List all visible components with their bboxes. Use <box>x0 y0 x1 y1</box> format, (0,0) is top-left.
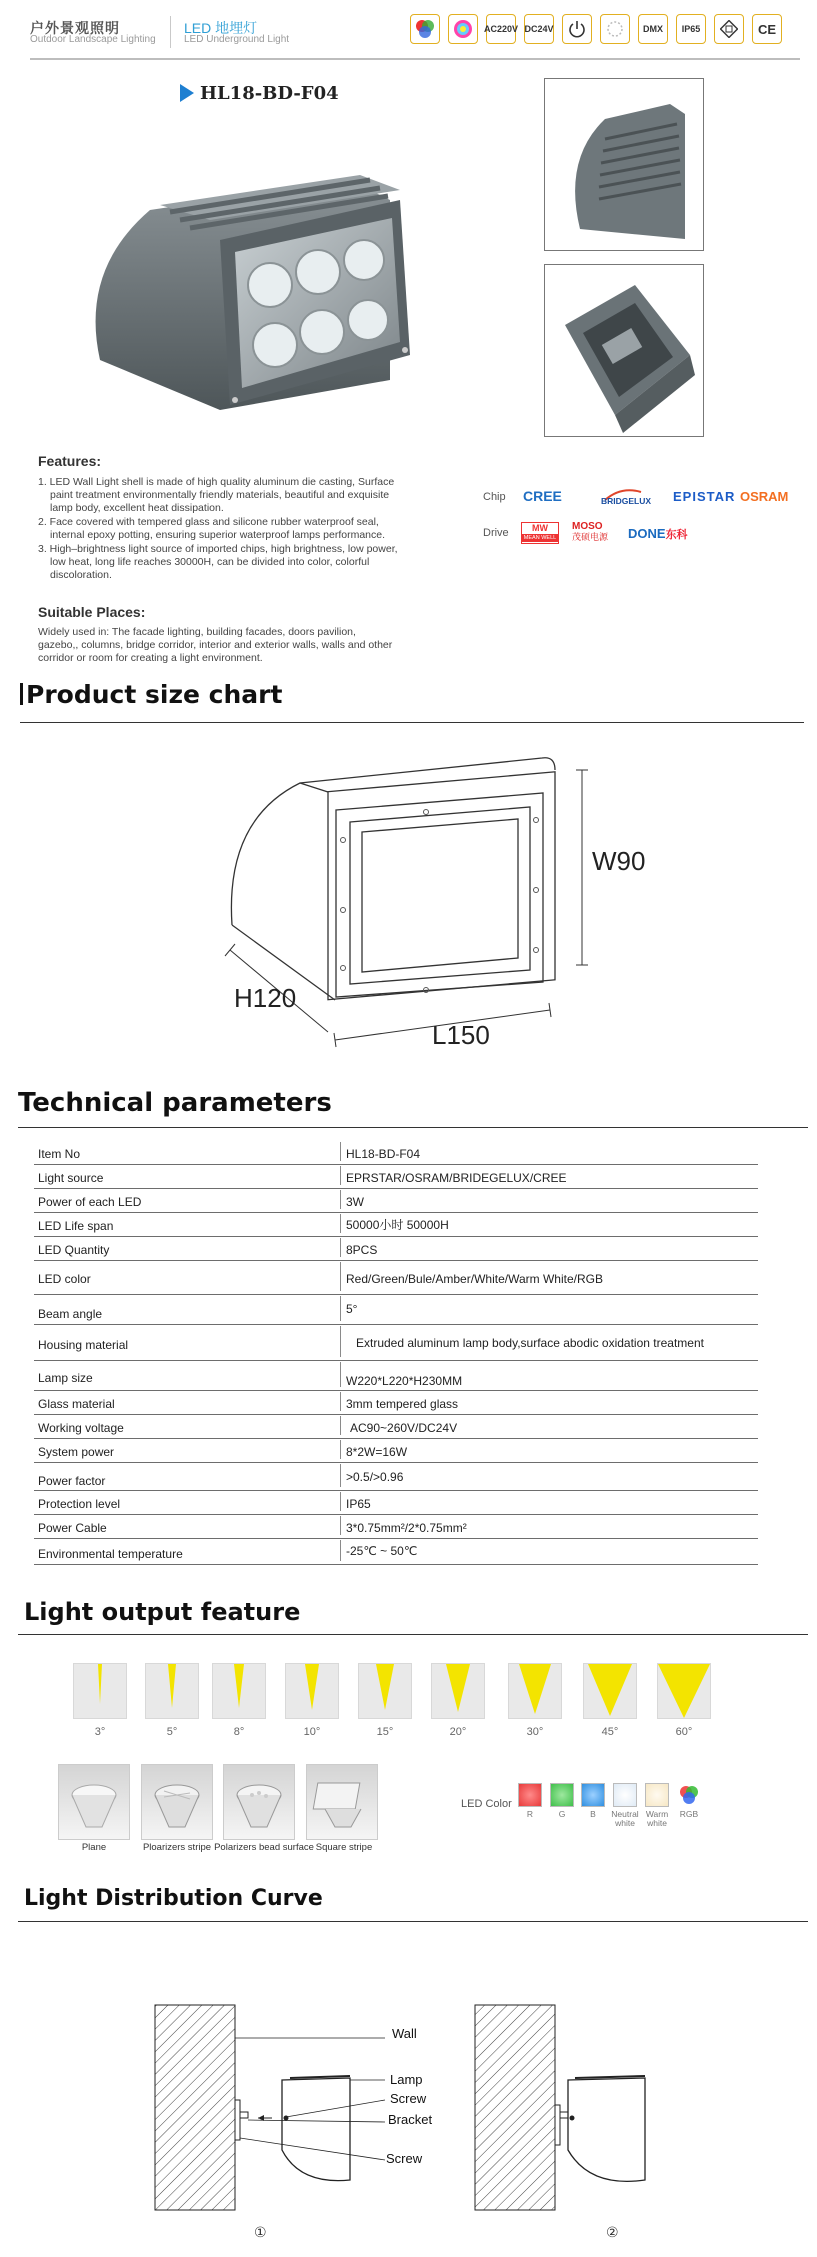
color-swatch-warm-white <box>645 1783 669 1807</box>
product-model: HL18-BD-F04 <box>200 83 339 104</box>
feature-item: 3. High–brightness light source of imported chips, high brightness, low power, low heat, long life reaches 30000H, can be divided into color, colorful discoloration. <box>38 543 398 581</box>
tech-params-rule <box>18 1127 808 1128</box>
color-label: G <box>558 1809 566 1819</box>
led-color-label: LED Color <box>461 1798 512 1810</box>
param-row-glass: Glass material 3mm tempered glass <box>34 1390 758 1415</box>
beam-8 <box>212 1663 266 1719</box>
param-row-power-led: Power of each LED 3W <box>34 1188 758 1213</box>
dimming-icon <box>600 14 630 44</box>
beam-5 <box>145 1663 199 1719</box>
rgb-color-icon <box>410 14 440 44</box>
color-label: Warm white <box>645 1809 669 1828</box>
ip65-badge: IP65 <box>676 14 706 44</box>
meanwell-logo: MW MEAN WELL <box>521 522 559 544</box>
bracket-label: Bracket <box>388 2112 433 2127</box>
param-row-power-factor: Power factor >0.5/>0.96 <box>34 1462 758 1491</box>
lens-stripe-image <box>141 1764 213 1840</box>
dmx-badge: DMX <box>638 14 668 44</box>
color-swatch-rgb <box>677 1783 701 1807</box>
header-divider <box>170 16 171 48</box>
beam-30 <box>508 1663 562 1719</box>
beam-20 <box>431 1663 485 1719</box>
done-logo: DONE东科 <box>628 526 688 541</box>
param-row-voltage: Working voltage AC90~260V/DC24V <box>34 1414 758 1439</box>
beam-label: 20° <box>449 1726 467 1738</box>
color-swatch-green <box>550 1783 574 1807</box>
product-main-image <box>70 160 450 430</box>
tech-params-title: Technical parameters <box>18 1088 332 1118</box>
param-row-item-no: Item No HL18-BD-F04 <box>34 1140 758 1165</box>
size-chart-title: Product size chart <box>26 680 283 709</box>
feature-item: 1. LED Wall Light shell is made of high quality aluminum die casting, Surface paint treatment environmentally friendly materials, beautiful and exquisite lamp body, excellent heat dissipation. <box>38 476 395 514</box>
lens-label: Plane <box>81 1842 107 1853</box>
param-row-light-source: Light source EPRSTAR/OSRAM/BRIDEGELUX/CREE <box>34 1164 758 1189</box>
suitable-places-title: Suitable Places: <box>38 604 146 620</box>
certification-badges <box>410 14 782 44</box>
header-en-title: Outdoor Landscape Lighting <box>30 34 156 45</box>
bridgelux-logo: BRIDGELUX <box>601 486 661 511</box>
beam-15 <box>358 1663 412 1719</box>
param-row-lamp-size: Lamp size W220*L220*H230MM <box>34 1360 758 1391</box>
power-icon <box>562 14 592 44</box>
features-title: Features: <box>38 453 102 469</box>
lens-bead-image <box>223 1764 295 1840</box>
beam-3 <box>73 1663 127 1719</box>
full-color-icon <box>448 14 478 44</box>
color-label: RGB <box>679 1809 699 1819</box>
figure-1-label: ① <box>254 2224 267 2240</box>
color-label: B <box>590 1809 596 1819</box>
lens-label: Ploarizers stripe <box>142 1842 212 1853</box>
beam-60 <box>657 1663 711 1719</box>
lens-label: Square stripe <box>315 1842 373 1853</box>
param-row-housing: Housing material Extruded aluminum lamp body,surface abodic oxidation treatment <box>34 1324 758 1361</box>
beam-label: 8° <box>233 1726 245 1738</box>
param-row-cable: Power Cable 3*0.75mm²/2*0.75mm² <box>34 1514 758 1539</box>
beam-45 <box>583 1663 637 1719</box>
header-cn-subtitle: LED 地埋灯 <box>184 20 258 36</box>
ce-badge: CE <box>752 14 782 44</box>
param-row-beam-angle: Beam angle 5° <box>34 1294 758 1325</box>
chip-label: Chip <box>483 491 506 503</box>
screw-label-lower: Screw <box>386 2151 423 2166</box>
color-swatch-neutral-white <box>613 1783 637 1807</box>
beam-label: 3° <box>94 1726 106 1738</box>
feature-item: 2. Face covered with tempered glass and silicone rubber waterproof seal, internal epoxy potting, ensuring superior waterproof lamps performance. <box>38 516 386 541</box>
figure-2-label: ② <box>606 2224 619 2240</box>
param-row-system-power: System power 8*2W=16W <box>34 1438 758 1463</box>
beam-label: 30° <box>526 1726 544 1738</box>
param-row-temperature: Environmental temperature -25℃ ~ 50℃ <box>34 1538 758 1565</box>
param-row-led-color: LED color Red/Green/Bule/Amber/White/Warm White/RGB <box>34 1260 758 1295</box>
features-list <box>38 476 398 583</box>
lamp-label: Lamp <box>390 2072 423 2087</box>
height-dimension: H120 <box>234 983 297 1013</box>
size-chart-rule <box>20 722 804 723</box>
color-label: R <box>526 1809 534 1819</box>
beam-label: 15° <box>376 1726 394 1738</box>
width-dimension: W90 <box>592 846 646 876</box>
drive-label: Drive <box>483 527 509 539</box>
header-en-subtitle: LED Underground Light <box>184 34 290 45</box>
beam-label: 45° <box>601 1726 619 1738</box>
distribution-title: Light Distribution Curve <box>24 1886 323 1911</box>
length-dimension: L150 <box>432 1020 490 1050</box>
param-row-led-quantity: LED Quantity 8PCS <box>34 1236 758 1261</box>
cree-logo: CREE <box>523 488 562 504</box>
wall-label: Wall <box>392 2026 417 2041</box>
color-label: Neutral white <box>611 1809 639 1828</box>
light-output-title: Light output feature <box>24 1598 301 1626</box>
ac220v-badge: AC220V <box>486 14 516 44</box>
screw-label: Screw <box>390 2091 427 2106</box>
osram-logo: OSRAM <box>740 489 789 504</box>
product-thumbnail-bracket <box>544 264 704 437</box>
title-arrow-icon <box>180 84 194 102</box>
distribution-rule <box>18 1921 808 1922</box>
moso-logo: MOSO 茂硕电源 <box>572 521 609 542</box>
dc24v-badge: DC24V <box>524 14 554 44</box>
param-row-protection: Protection level IP65 <box>34 1490 758 1515</box>
epistar-logo: EPISTAR <box>673 489 736 504</box>
lens-square-image <box>306 1764 378 1840</box>
product-thumbnail-back <box>544 78 704 251</box>
lens-label: Polarizers bead surface <box>214 1842 314 1853</box>
beam-label: 5° <box>166 1726 178 1738</box>
size-chart-marker <box>20 683 23 705</box>
header-cn-title: 户外景观照明 <box>30 20 120 36</box>
suitable-places-text: Widely used in: The facade lighting, building facades, doors pavilion, gazebo,, columns, bridge corridor, interior and exterior walls, walls and other corridor or room for creating a light environment. <box>38 626 393 664</box>
beam-10 <box>285 1663 339 1719</box>
color-swatch-blue <box>581 1783 605 1807</box>
safety-icon <box>714 14 744 44</box>
beam-label: 10° <box>303 1726 321 1738</box>
color-swatch-red <box>518 1783 542 1807</box>
beam-label: 60° <box>675 1726 693 1738</box>
light-output-rule <box>18 1634 808 1635</box>
header-rule <box>30 58 800 60</box>
param-row-life-span: LED Life span 50000小时 50000H <box>34 1212 758 1237</box>
lens-plane-image <box>58 1764 130 1840</box>
